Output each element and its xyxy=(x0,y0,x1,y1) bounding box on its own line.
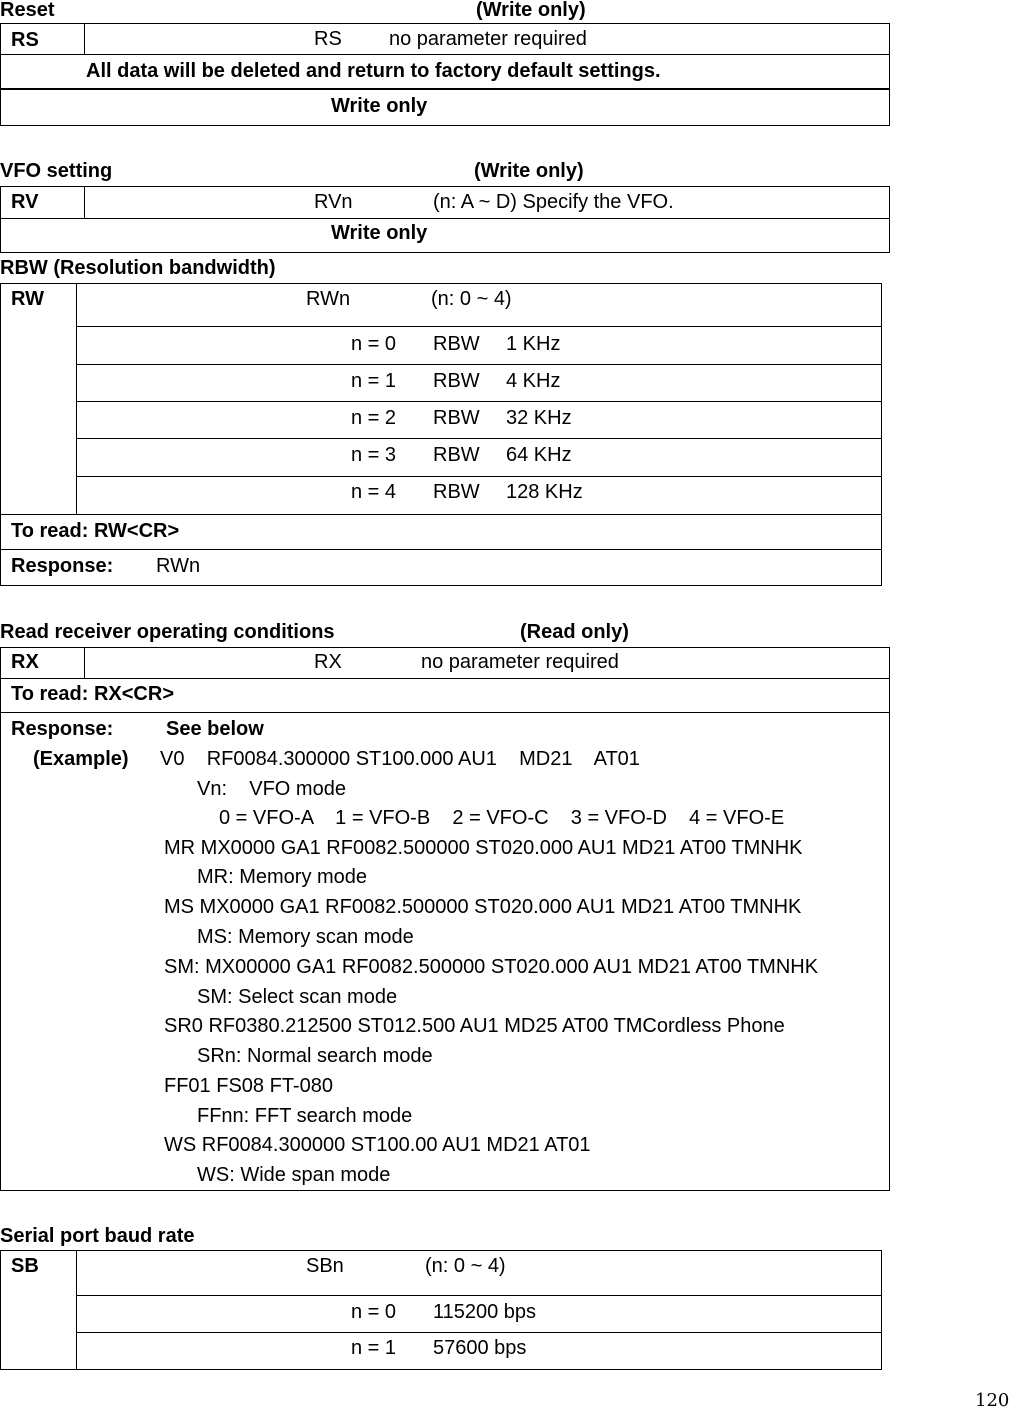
rx-line: 0 = VFO-A 1 = VFO-B 2 = VFO-C 3 = VFO-D 4 = VFO-E xyxy=(219,807,785,829)
rx-param: no parameter required xyxy=(421,651,619,673)
reset-footer: Write only xyxy=(331,95,428,117)
sb-cmd: SB xyxy=(11,1255,39,1277)
reset-mode: (Write only) xyxy=(476,0,586,21)
rx-response-label: Response: xyxy=(11,718,114,740)
vfo-mode: (Write only) xyxy=(474,160,584,182)
rbw-response-label: Response: xyxy=(11,555,114,577)
rx-mode: (Read only) xyxy=(520,621,629,643)
rbw-to-read: To read: RW<CR> xyxy=(11,520,180,542)
rbw-cmd: RW xyxy=(11,288,44,310)
rx-to-read: To read: RX<CR> xyxy=(11,683,174,705)
rx-line: SM: Select scan mode xyxy=(197,986,398,1008)
rx-line: MS: Memory scan mode xyxy=(197,926,414,948)
rx-line: SM: MX00000 GA1 RF0082.500000 ST020.000 AU1 MD21 AT00 TMNHK xyxy=(164,956,819,978)
rx-line: SR0 RF0380.212500 ST012.500 AU1 MD25 AT00 TMCordless Phone xyxy=(164,1015,785,1037)
rbw-response-value: RWn xyxy=(156,555,201,577)
rx-cmd: RX xyxy=(11,651,39,673)
rx-line: SRn: Normal search mode xyxy=(197,1045,433,1067)
rx-line: FF01 FS08 FT-080 xyxy=(164,1075,333,1097)
vfo-cmd: RV xyxy=(11,191,39,213)
rx-response-value: See below xyxy=(166,718,264,740)
reset-title: Reset xyxy=(0,0,55,21)
rbw-param: (n: 0 ~ 4) xyxy=(431,288,512,310)
rx-line: MS MX0000 GA1 RF0082.500000 ST020.000 AU1 MD21 AT00 TMNHK xyxy=(164,896,802,918)
sb-param: (n: 0 ~ 4) xyxy=(425,1255,506,1277)
reset-cmd: RS xyxy=(11,29,39,51)
rbw-syntax: RWn xyxy=(306,288,351,310)
reset-syntax: RS xyxy=(314,28,342,50)
vfo-param: (n: A ~ D) Specify the VFO. xyxy=(433,191,674,213)
sb-title: Serial port baud rate xyxy=(0,1225,195,1247)
rbw-title: RBW (Resolution bandwidth) xyxy=(0,257,276,279)
rx-syntax: RX xyxy=(314,651,342,673)
rx-line: MR: Memory mode xyxy=(197,866,368,888)
rx-example-label: (Example) xyxy=(33,748,129,770)
rx-example-line: V0 RF0084.300000 ST100.000 AU1 MD21 AT01 xyxy=(160,748,640,770)
vfo-title: VFO setting xyxy=(0,160,113,182)
reset-param: no parameter required xyxy=(389,28,587,50)
rx-line: WS RF0084.300000 ST100.00 AU1 MD21 AT01 xyxy=(164,1134,591,1156)
sb-syntax: SBn xyxy=(306,1255,344,1277)
rx-line: WS: Wide span mode xyxy=(197,1164,391,1186)
rx-table xyxy=(0,647,890,1191)
vfo-syntax: RVn xyxy=(314,191,353,213)
rx-title: Read receiver operating conditions xyxy=(0,621,335,643)
vfo-footer: Write only xyxy=(331,222,428,244)
page-number: 120 xyxy=(975,1390,1010,1411)
rx-line: FFnn: FFT search mode xyxy=(197,1105,413,1127)
reset-desc: All data will be deleted and return to factory default settings. xyxy=(86,60,661,82)
rx-line: Vn: VFO mode xyxy=(197,778,346,800)
rx-line: MR MX0000 GA1 RF0082.500000 ST020.000 AU1 MD21 AT00 TMNHK xyxy=(164,837,803,859)
